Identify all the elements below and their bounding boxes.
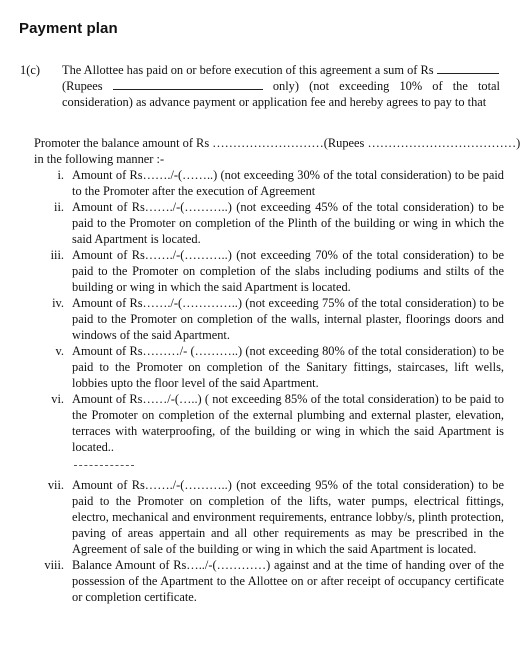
- page-title: Payment plan: [19, 20, 118, 37]
- list-item: [20, 199, 504, 247]
- clause-line-3: consideration) as advance payment or application fee and hereby agrees to pay to that: [62, 95, 487, 109]
- clause-line-2-text: only) (not exceeding 10% of the total: [272, 79, 500, 93]
- item-number: v.: [55, 344, 64, 358]
- list-item: [20, 391, 504, 455]
- payment-list: [20, 167, 504, 605]
- clause-number: 1(c): [20, 63, 40, 77]
- item-text: Amount of Rs……./-(………..) (not exceeding 45% of the total consideration) to be paid to the Promoter on completion of the Plinth of the building or wing in which the said Apartment is located.: [72, 200, 504, 246]
- item-text: Amount of Rs………/- (………..) (not exceeding 80% of the total consideration) to be paid to the Promoter on completion of the Sanitary fittings, staircases, lift wells, lobbies upto the floor level of the said Apartment.: [72, 344, 504, 390]
- item-text: Balance Amount of Rs…../-(…………) against and at the time of handing over of the possession of the Apartment to the Allottee on or after receipt of occupancy certificate or completion certificate.: [72, 558, 504, 604]
- item-text: Amount of Rs……./-(……..) (not exceeding 30% of the total consideration) to be paid to the Promoter after the execution of Agreement: [72, 168, 504, 198]
- list-item: [20, 167, 504, 199]
- clause-line-2: [62, 78, 500, 94]
- promoter-paragraph: [34, 135, 521, 167]
- promoter-line-1: Promoter the balance amount of Rs ………………………(Rupees ………………………………): [34, 136, 521, 150]
- list-item: [20, 343, 504, 391]
- item-number: vii.: [47, 478, 64, 492]
- amount-blank: [437, 62, 499, 74]
- list-item: [20, 247, 504, 295]
- list-item: [20, 477, 504, 557]
- item-number: viii.: [44, 558, 64, 572]
- list-item: [20, 295, 504, 343]
- clause-line-1: [62, 62, 500, 78]
- clause-line-1-text: The Allottee has paid on or before execution of this agreement a sum of Rs: [62, 63, 434, 77]
- item-text: Amount of Rs……./-(………..) (not exceeding 70% of the total consideration) to be paid to the Promoter on completion of the slabs including podiums and stilts of the building or wing in which the said Apartment is located.: [72, 248, 504, 294]
- clause-text: [62, 62, 500, 110]
- item-number: ii.: [54, 200, 64, 214]
- item-number: iii.: [50, 248, 64, 262]
- section-gap: [20, 455, 504, 477]
- rupees-blank: [113, 78, 263, 90]
- rupees-label: (Rupees: [62, 79, 103, 93]
- promoter-line-2: in the following manner :-: [34, 152, 165, 166]
- item-number: i.: [57, 168, 64, 182]
- item-text: Amount of Rs……./-(…………..) (not exceeding 75% of the total consideration) to be paid to the Promoter on completion of the walls, internal plaster, floorings doors and windows of the said Apartment.: [72, 296, 504, 342]
- item-text: Amount of Rs……/-(…..) ( not exceeding 85% of the total consideration) to be paid to the Promoter on completion of the external plumbing and external plaster, elevation, terraces with waterproofing, of the building or wing in which the said Apartment is located..: [72, 392, 504, 454]
- item-number: iv.: [52, 296, 64, 310]
- item-text: Amount of Rs……./-(………..) (not exceeding 95% of the total consideration) to be paid to the Promoter on completion of the lifts, water pumps, electrical fittings, electro, mechanical and environment requirements, entrance lobby/s, plinth protection, paving of areas appertain and all other requirements as may be prescribed in the Agreement of sale of the building or wing in which the said Apartment is located.: [72, 478, 504, 556]
- item-number: vi.: [51, 392, 64, 406]
- dashed-mark: [74, 465, 134, 466]
- list-item: [20, 557, 504, 605]
